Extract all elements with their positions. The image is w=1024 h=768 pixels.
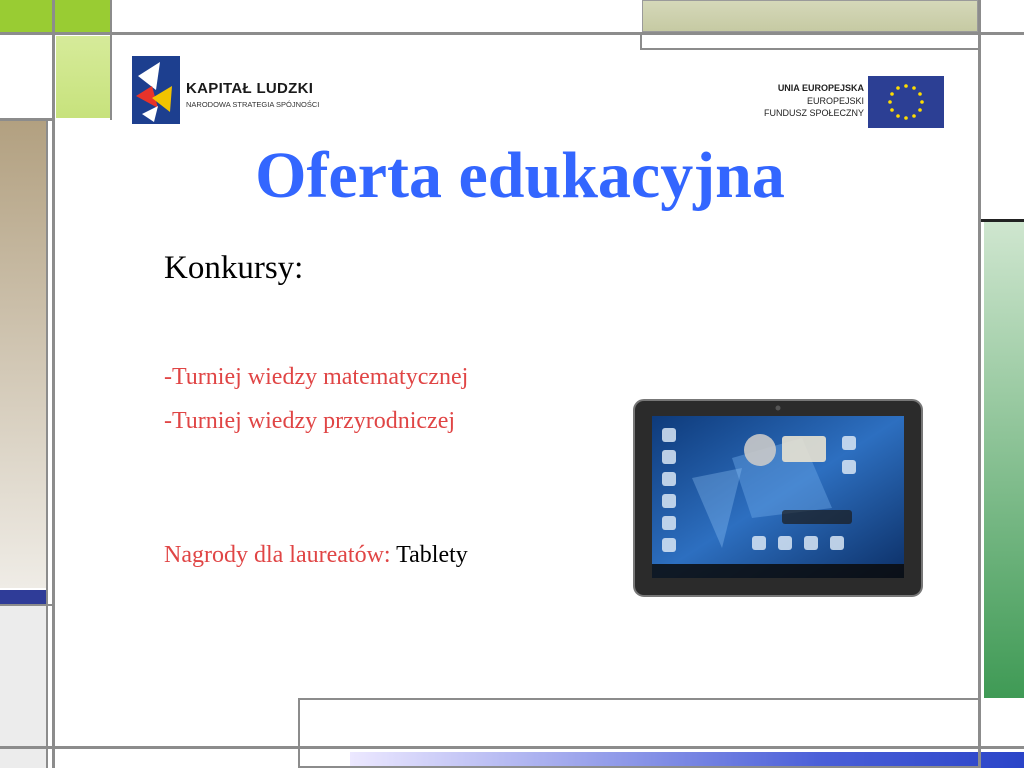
decor-lightgreen-block: [56, 36, 110, 118]
kapital-ludzki-logo: [132, 56, 332, 126]
kapital-ludzki-title: KAPITAŁ LUDZKI: [186, 80, 314, 97]
kapital-ludzki-subtitle: NARODOWA STRATEGIA SPÓJNOŚCI: [186, 100, 320, 109]
decor-outline-bottom: [298, 698, 980, 768]
decor-green-block-top: [0, 0, 110, 32]
grid-line: [978, 0, 981, 768]
decor-tan-block-top: [642, 0, 978, 32]
prizes-line: [164, 542, 468, 569]
grid-line: [0, 604, 52, 606]
prizes-label: Nagrody dla laureatów:: [164, 542, 391, 568]
page-title: Oferta edukacyjna: [255, 139, 785, 212]
grid-line: [0, 32, 1024, 35]
list-item-math: -Turniej wiedzy matematycznej: [164, 364, 469, 390]
grid-line: [52, 0, 55, 768]
grid-line: [0, 118, 52, 121]
section-heading: Konkursy:: [164, 250, 304, 286]
eu-line3: FUNDUSZ SPOŁECZNY: [763, 108, 864, 118]
prizes-value: Tablety: [396, 542, 468, 568]
decor-green-block-right: [984, 222, 1024, 698]
tablet-image: [632, 398, 924, 598]
grid-line: [0, 746, 1024, 749]
eu-line2: EUROPEJSKI: [806, 95, 864, 106]
list-item-nature: -Turniej wiedzy przyrodniczej: [164, 408, 456, 434]
eu-line1: UNIA EUROPEJSKA: [777, 83, 864, 93]
decor-navy-strip: [0, 590, 46, 604]
kapital-ludzki-logo-icon: [132, 56, 186, 126]
eu-logo: [748, 76, 948, 132]
decor-gray-block: [0, 606, 46, 768]
grid-line: [46, 118, 48, 768]
grid-line: [981, 219, 1024, 222]
eu-flag-icon: [868, 76, 944, 128]
grid-line: [110, 0, 112, 120]
eu-logo-text: [764, 82, 864, 120]
